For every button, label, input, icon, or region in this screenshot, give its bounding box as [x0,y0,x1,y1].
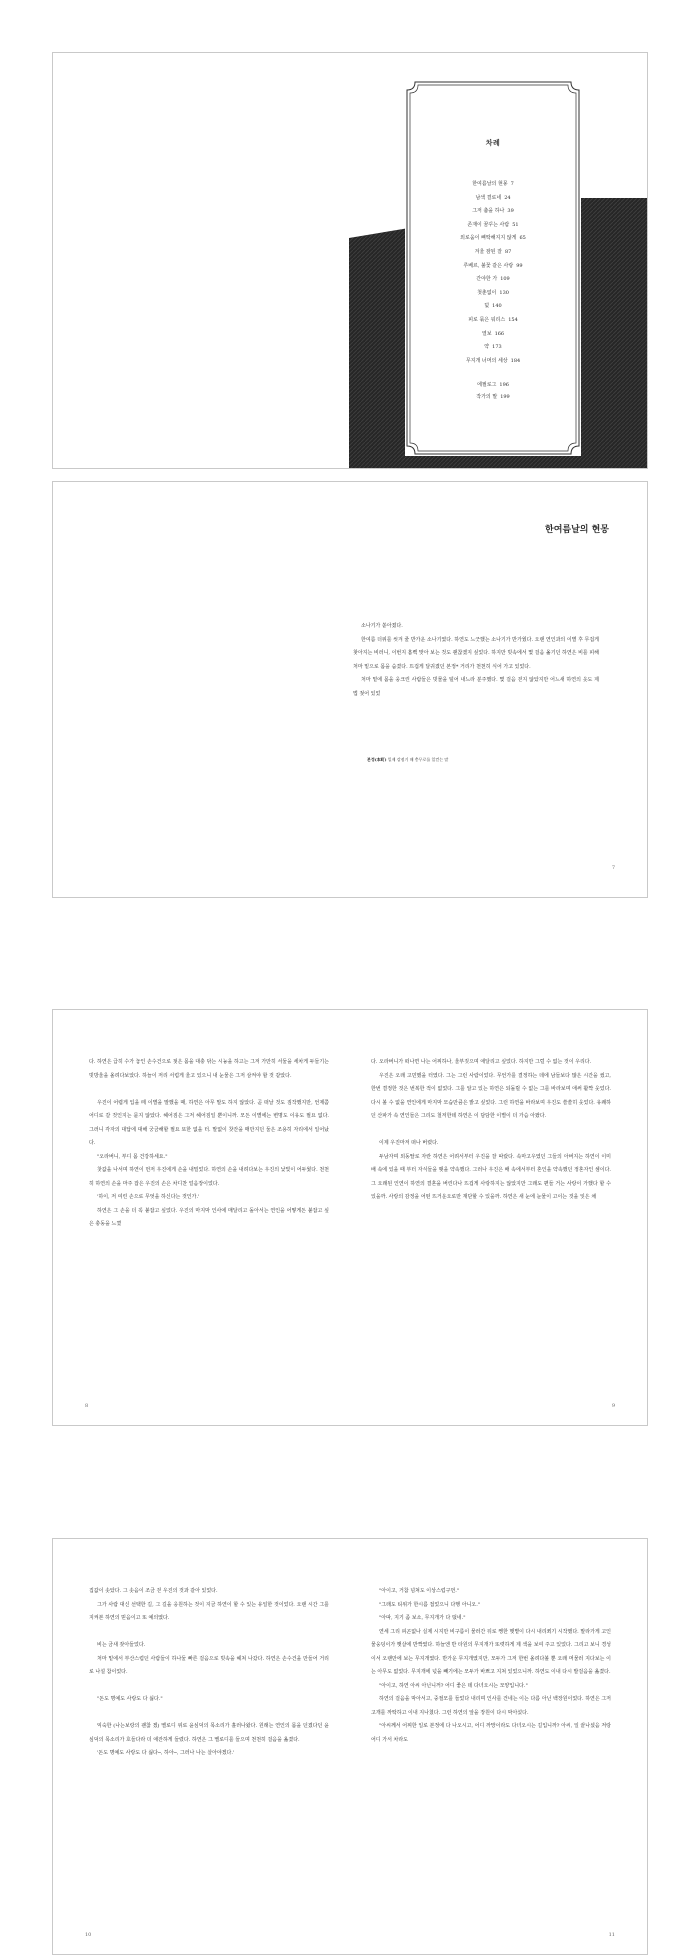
footnote-text: 일제 강점기 때 충무로를 일컫는 말 [387,757,449,762]
paragraph: 처마 밑에서 부산스럽던 사람들이 하나둘 빠른 걸음으로 빗속을 헤쳐 나갔다. 하연은 손수건을 만들어 거리로 나설 참이었다. [89,1655,329,1675]
toc-extras [405,379,581,403]
page-number-right: 9 [611,1403,615,1409]
footnote-term: 본정(本町) [367,757,387,762]
paragraph: 그가 사람 대신 선택한 길, 그 길을 응원하는 것이 지금 하연이 할 수 있는 유일한 것이었다. 오랜 시간 그를 지켜본 하연의 믿음이고 또 예의였다. [89,1601,329,1621]
chapter-title: 한여름날의 현몽 [545,525,609,535]
toc-title: 차례 [485,138,501,147]
toc-item[interactable]: 그저 춤을 하나 39 [472,208,514,215]
toc-item[interactable]: 루베르, 불꽃 같은 사랑 99 [463,262,523,269]
paragraph: 소나기가 쏟아졌다. [361,623,403,629]
paragraph: '돈도 명예도 사랑도 다 싫다─, 하아─, 그러나 나는 살아야겠다.' [97,1750,235,1756]
toc-item-epilogue[interactable]: 에필로그 196 [477,382,509,388]
paragraph: 두남자며 외동딸로 자란 하연은 어려서부터 우진을 잘 따랐다. 속마고우였던 그들의 아버지는 하연이 이미 배 속에 있을 때 부터 자식들을 맺을 약속했다. 그러나 우진은 배 속에서부터 혼인을 약속했던 정혼자인 셈이다. 그 오래된 인연이 하연의 결혼을 버린다나 뜨겁게 사랑하지는 않았지만 그래도 편들 거는 사랑이 가했다 할 수 있을까. 사랑의 감정을 어떤 뜨거운오로만 재단할 수 있을까. 하연은 새 눈에 눈물이 고이는 것을 잊은 채 [371,1153,611,1200]
toc-item[interactable]: 피로 묶은 워리스 154 [468,316,518,323]
paragraph: 연세 그리 피곤없나 실제 시지만 비구름이 물러간 뒤로 쨍한 햇볕이 다시 내리쬐기 시작했다. 말라가게 고인 물웅덩이가 햇살에 반짝였다. 하늘엔 반 타원의 무지개가 또렷하게 제 색을 보여 주고 있었다. 그리고 보니 경성이서 오랜만에 보는 무지개였다. 반가운 무지개였지만, 모두가 그저 한번 올려다볼 뿐 오래 머물러 지다보는 이는 아무도 없었다. 무지개에 넋을 빼기에는 모두가 바쁘고 지쳐 있었으니까. 하연도 이내 다시 발걸음을 옮겼다. [371,1628,611,1675]
paragraph: 이제 우진마저 떠나 버렸다. [379,1140,439,1146]
toc-item[interactable]: 무지개 너머의 세상 184 [465,357,521,364]
paragraph: 찻값을 나서며 하연이 먼저 우진에게 손을 내밀었다. 하연의 손을 내려다보는 우진의 낯빛이 어두웠다. 천천히 하연의 손을 마주 잡은 우진의 손은 차디찬 얼음장이었다. [89,1167,329,1187]
paragraph: 처마 밑에 몸을 웅크린 사람들은 빗물을 털어 내느라 분주했다. 몇 걸음 걷지 않았지만 어느새 하연의 옷도 제법 젖어 있었 [353,677,599,697]
left-page-body [89,1056,329,1232]
toc-item[interactable]: 외로움이 삐딱해지지 않게 65 [460,235,526,242]
text-spread-10-11 [52,1538,648,1955]
right-page-body [371,1585,611,1747]
paragraph: 집값이 솟았다. 그 솟음이 조금 걷 우진의 것과 같아 있었다. [89,1588,218,1594]
chapter-body [353,620,599,701]
paragraph: "그래도 티위가 한시름 접었으니 다행 아니오." [379,1601,481,1608]
paragraph: 익숙한 (나는보랑의 괜찮 겠) 멜로디 위로 윤심덕의 목소리가 흘러나왔다. 원래는 연인의 몸을 던졌다던 윤심덕의 목소리가 호들다라 더 애잔하게 들렸다. 하연은 그 멜로디를 들으며 천천히 걸음을 옮겼다. [89,1723,329,1743]
toc-item[interactable]: 남색 결로네 24 [475,194,511,201]
text-spread-8-9 [52,1009,648,1426]
paragraph: 비는 금새 잦아들었다. [97,1642,146,1648]
toc-item[interactable]: 첫춘없이 130 [477,289,509,296]
paragraph: "아씨께서 어찌한 일로 본정에 다 나오시고, 어디 까망이라도 다녀오시는 길입니까? 아씨, 일 끝나셨음 저랑 어디 가서 차라도 [371,1723,611,1743]
toc-item[interactable]: 덫 140 [484,303,502,310]
page-number-left: 8 [85,1403,89,1409]
paragraph: 하연은 그 손을 더 꼭 붙잡고 싶었다. 우진의 마지막 인사에 매달리고 돌아서는 연인을 어떻게든 붙잡고 싶은 충동을 느꼈 [89,1207,329,1227]
left-page-body [89,1585,329,1761]
paragraph: 한여름 더위를 씻겨 줄 반가운 소나기였다. 하연도 느긋했는 소나기가 반가웠다. 오랜 연인과의 이별 후 무겁게 찾아지는 비러니, 이번지 흠뻑 맞아 보는 것도 괜찮겠지 싶었다. 하지만 빗속에서 몇 걸음 옮기던 하연은 비를 피해 처마 밑으로 몸을 숨겼다. 뜨겁게 달궈졌던 본정* 거리가 천천히 식어 가고 있었다. [353,636,599,670]
paragraph: 다. 하연은 급히 수가 놓인 손수건으로 젖은 몸을 대충 닦는 시늉을 하고는 그저 가만히 서둘을 세차게 두들기는 빗방울을 올려다보았다. 하늘이 저리 서럽게 울고 있으니 내 눈물은 그저 삼켜야 할 것 같았다. [89,1059,329,1079]
footnote [367,757,448,763]
paragraph: 다. 오라버니가 떠나면 나는 어찌하나, 울부짖으며 애달리고 싶었다. 하지만 그럴 수 없는 것이 우리다. [371,1059,592,1065]
paragraph: "오라버니, 부디 몸 건강하세요." [97,1153,168,1160]
toc-spread [52,52,648,469]
toc-item[interactable]: 약 173 [484,344,502,351]
paragraph: "아따, 지기 좀 보소, 무지개가 다 떴네." [379,1615,466,1621]
toc-item[interactable]: 겨울 잠된 잘 87 [474,248,512,255]
paragraph: '하이, 저 여린 손으로 무엇을 하신다는 것인가.' [97,1194,200,1200]
page-number: 7 [611,865,615,871]
toc-item[interactable]: 존재이 꿈꾸는 사람 51 [467,221,519,228]
paragraph: "아이고, 거참 넘쳐도 이상스럽구먼." [379,1588,460,1594]
paragraph: 우진이 어렵게 입을 떼 이별을 말했을 때, 하연은 아무 말도 하지 않았다. 곧 떠날 것도 짐작했지만, 언제쯤 어디로 갈 것인지는 묻지 않았다. 헤어짐은 그저 헤어짐일 뿐이니까. 모든 이별에는 변명도 이유도 필요 없다. 그러니 각자의 대답에 대해 궁금해할 필요 또한 없을 터. 말없이 찻잔을 매만지던 둘은 조용히 자리에서 일어났다. [89,1099,329,1146]
paragraph: 하연의 걸음을 막아서고, 중절모를 들었다 내리며 인사를 건네는 이는 다름 아닌 백장원이었다. 하연은 그저 고개를 까딱하고 이내 지나쳤다. 그런 하연의 앞을 장원이 다시 막아섰다. [371,1696,611,1716]
right-page-body [371,1056,611,1205]
page-number-right: 11 [608,1932,615,1938]
paragraph: 우진은 오래 고민했을 터였다. 그는 그런 사람이었다. 무언가를 결정하는 데에 남들보다 많은 시간을 썼고, 한번 결정한 것은 번복한 적이 없었다. 그를 알고 있는 하연은 되돌릴 수 없는 그를 바라보며 애써 활짝 웃었다. 다시 볼 수 없을 연인에게 마지막 모습만큼은 밝고 싶었다. 그런 하연을 바라보며 우진도 쓸쓸히 웃었다. 유쾌하던 산파가 속 연인들은 그리도 철저한데 하연은 이 담담한 이별이 더 가슴 아팠다. [371,1072,611,1119]
toc-card [405,80,581,456]
paragraph: "아이고, 하연 아씨 아닌니꺼? 어디 좋은 데 다녀오시는 모양입니다." [379,1682,528,1689]
toc-item[interactable]: 간야한 가 109 [476,276,510,283]
chapter-opening-spread [52,481,648,898]
page-number-left: 10 [85,1932,92,1938]
paragraph: "돈도 명예도 사랑도 다 싫다." [97,1696,163,1702]
toc-item[interactable]: 한여름날의 현몽 7 [472,181,514,187]
toc-item-author-note[interactable]: 작가의 말 199 [476,394,510,400]
toc-item[interactable]: 열보 166 [481,330,505,337]
toc-list [405,178,581,368]
